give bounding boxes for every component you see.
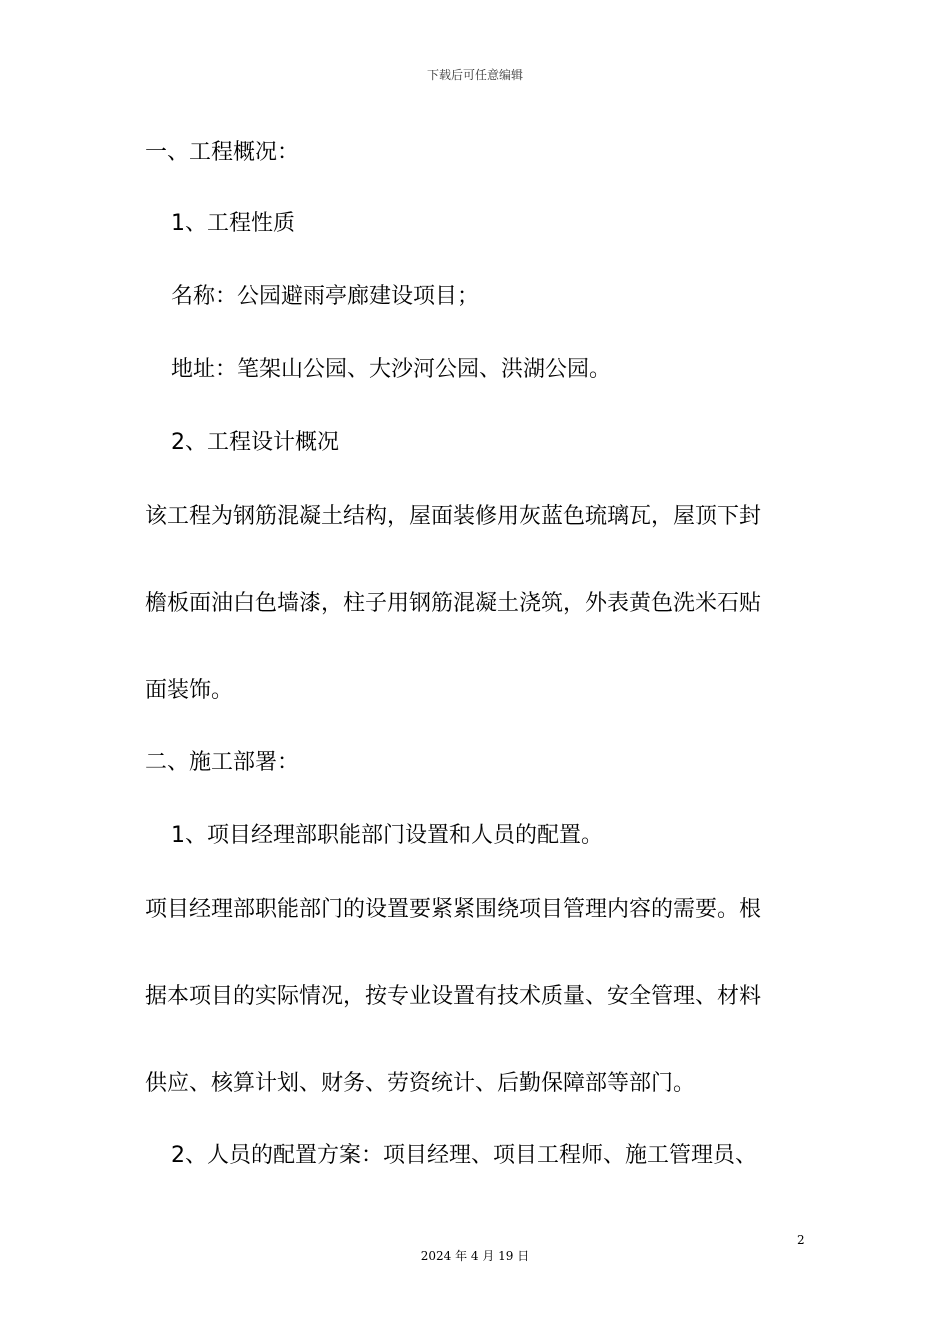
- paragraph-departments-line-2: 据本项目的实际情况，按专业设置有技术质量、安全管理、材料: [145, 984, 762, 1009]
- project-name-line: 名称：公园避雨亭廊建设项目；: [171, 284, 480, 309]
- paragraph-design-line-2: 檐板面油白色墙漆，柱子用钢筋混凝土浇筑，外表黄色洗米石贴: [145, 591, 762, 616]
- staffing-plan-line: 2、人员的配置方案：项目经理、项目工程师、施工管理员、: [171, 1143, 757, 1168]
- page-number: 2: [797, 1233, 805, 1247]
- subheading-departments: 1、项目经理部职能部门设置和人员的配置。: [171, 823, 603, 848]
- paragraph-design-line-3: 面装饰。: [145, 678, 234, 703]
- section-heading-overview: 一、工程概况：: [145, 140, 300, 165]
- subheading-nature: 1、工程性质: [171, 211, 295, 236]
- subheading-design: 2、工程设计概况: [171, 430, 339, 455]
- project-address-line: 地址：笔架山公园、大沙河公园、洪湖公园。: [171, 357, 612, 382]
- paragraph-design-line-1: 该工程为钢筋混凝土结构，屋面装修用灰蓝色琉璃瓦，屋顶下封: [145, 504, 762, 529]
- section-heading-deployment: 二、施工部署：: [145, 750, 300, 775]
- page-header: 下载后可任意编辑: [426, 68, 523, 82]
- paragraph-departments-line-1: 项目经理部职能部门的设置要紧紧围绕项目管理内容的需要。根: [145, 897, 762, 922]
- footer-date: 2024 年 4 月 19 日: [420, 1249, 530, 1263]
- paragraph-departments-line-3: 供应、核算计划、财务、劳资统计、后勤保障部等部门。: [145, 1071, 696, 1096]
